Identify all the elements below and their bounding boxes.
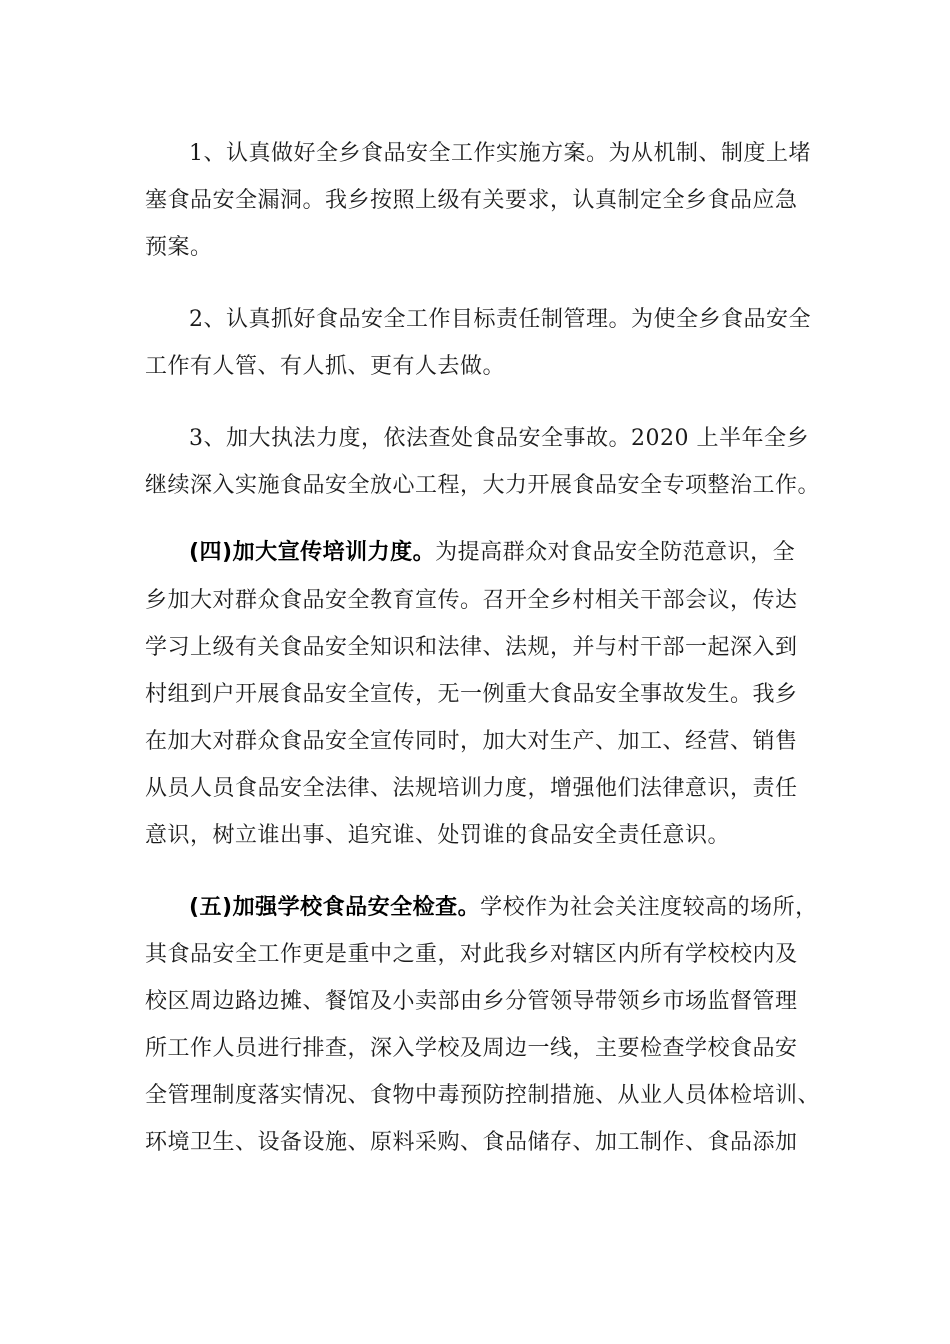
text-line: 环境卫生、设备设施、原料采购、食品储存、加工制作、食品添加 [145,1130,798,1155]
text-line: 在加大对群众食品安全宣传同时，加大对生产、加工、经营、销售 [145,729,798,754]
text-line: 从员人员食品安全法律、法规培训力度，增强他们法律意识，责任 [145,776,798,801]
text-line: 学习上级有关食品安全知识和法律、法规，并与村干部一起深入到 [145,635,798,660]
text-line: 其食品安全工作更是重中之重，对此我乡对辖区内所有学校校内及 [145,942,798,967]
section-text: 为提高群众对食品安全防范意识，全 [435,540,796,565]
section-heading: (四)加大宣传培训力度。 [189,540,436,565]
section-heading: (五)加强学校食品安全检查。 [189,895,481,920]
text-line [189,893,818,923]
text-line: 校区周边路边摊、餐馆及小卖部由乡分管领导带领乡市场监督管理 [145,989,798,1014]
text-line [189,538,795,568]
section-text: 学校作为社会关注度较高的场所， [480,895,818,920]
text-line: 村组到户开展食品安全宣传，无一例重大食品安全事故发生。我乡 [145,682,798,707]
text-line: 2、认真抓好食品安全工作目标责任制管理。为使全乡食品安全 [189,307,811,332]
text-line: 所工作人员进行排查，深入学校及周边一线，主要检查学校食品安 [145,1036,798,1061]
text-line: 塞食品安全漏洞。我乡按照上级有关要求，认真制定全乡食品应急 [145,188,798,213]
text-line: 3、加大执法力度，依法查处食品安全事故。2020 上半年全乡 [189,426,809,451]
text-line: 工作有人管、有人抓、更有人去做。 [145,354,506,379]
text-line: 继续深入实施食品安全放心工程，大力开展食品安全专项整治工作。 [145,473,821,498]
text-line: 乡加大对群众食品安全教育宣传。召开全乡村相关干部会议，传达 [145,588,798,613]
text-line: 预案。 [145,235,213,260]
text-line: 意识，树立谁出事、追究谁、处罚谁的食品安全责任意识。 [145,823,731,848]
text-line: 全管理制度落实情况、食物中毒预防控制措施、从业人员体检培训、 [145,1083,821,1108]
text-line: 1、认真做好全乡食品安全工作实施方案。为从机制、制度上堵 [189,141,811,166]
